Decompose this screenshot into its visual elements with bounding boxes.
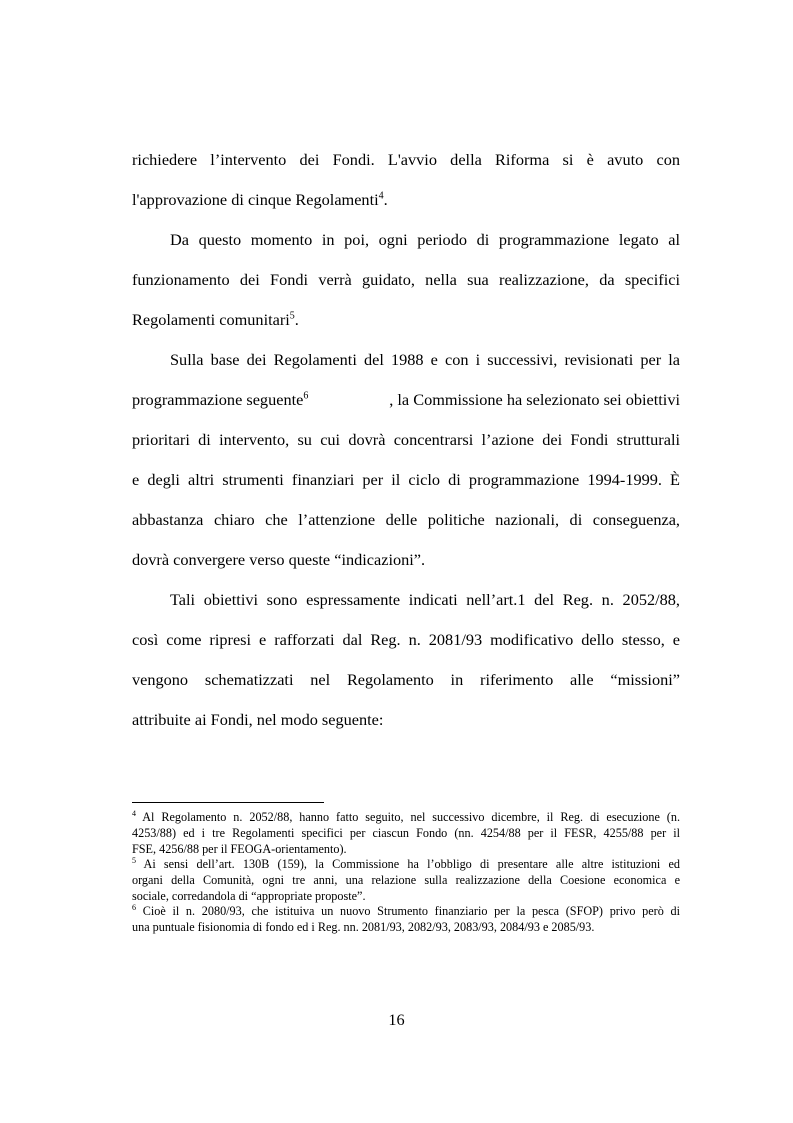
paragraph-line: l'approvazione di cinque Regolamenti$^4$. [132,190,388,209]
footnote-6: $^6$ Cioè il n. 2080/93, che istituiva un nuovo Strumento finanziario per la pesca (SFOP) privo però di [132,902,680,918]
paragraph-line: Da questo momento in poi, ogni periodo di programmazione legato al [170,230,680,249]
paragraph-line: prioritari di intervento, su cui dovrà concentrarsi l’azione dei Fondi strutturali [132,430,680,449]
paragraph-line: dovrà convergere verso queste “indicazioni”. [132,550,426,569]
footnote-line: 4253/88) ed i tre Regolamenti specifici per ciascun Fondo (nn. 4254/88 per il FESR, 4255/88 per il [132,826,680,840]
footnote-line: FSE, 4256/88 per il FEOGA-orientamento). [132,842,347,856]
footnote-line: una puntuale fisionomia di fondo ed i Reg. nn. 2081/93, 2082/93, 2083/93, 2084/93 e 2085/93. [132,920,595,934]
page-number: 16 [388,1010,405,1029]
paragraph-line: abbastanza chiaro che l’attenzione delle politiche nazionali, di conseguenza, [132,510,680,529]
paragraph-line: attribuite ai Fondi, nel modo seguente: [132,710,384,729]
footnote-4: $^4$ Al Regolamento n. 2052/88, hanno fatto seguito, nel successivo dicembre, il Reg. di esecuzione (n. [132,808,680,824]
paragraph-line: così come ripresi e rafforzati dal Reg. n. 2081/93 modificativo dello stesso, e [132,630,680,649]
paragraph-line: programmazione seguente$^6$ , la Commissione ha selezionato sei obiettivi [132,390,680,409]
footnote-5: $^5$ Ai sensi dell’art. 130B (159), la Commissione ha l’obbligo di presentare alle altre istituzioni ed [132,855,680,871]
footnote-divider [132,802,324,803]
paragraph-line: e degli altri strumenti finanziari per il ciclo di programmazione 1994-1999. È [132,470,680,489]
footnote-ref-6[interactable]: 6 [303,390,309,402]
paragraph-line: richiedere l’intervento dei Fondi. L'avvio della Riforma si è avuto con [132,150,680,169]
footnote-line: organi della Comunità, ogni tre anni, una relazione sulla realizzazione della Coesione economica e [132,873,680,887]
footnote-line: sociale, corredandola di “appropriate proposte”. [132,889,366,903]
paragraph-line: Tali obiettivi sono espressamente indicati nell’art.1 del Reg. n. 2052/88, [170,590,680,609]
paragraph-line: vengono schematizzati nel Regolamento in riferimento alle “missioni” [132,670,680,689]
footnote-ref-4[interactable]: 4 [378,190,384,202]
paragraph-line: Sulla base dei Regolamenti del 1988 e con i successivi, revisionati per la [170,350,680,369]
paragraph-line: funzionamento dei Fondi verrà guidato, nella sua realizzazione, da specifici [132,270,680,289]
paragraph-line: Regolamenti comunitari$^5$. [132,310,299,329]
footnote-ref-5[interactable]: 5 [289,310,295,322]
